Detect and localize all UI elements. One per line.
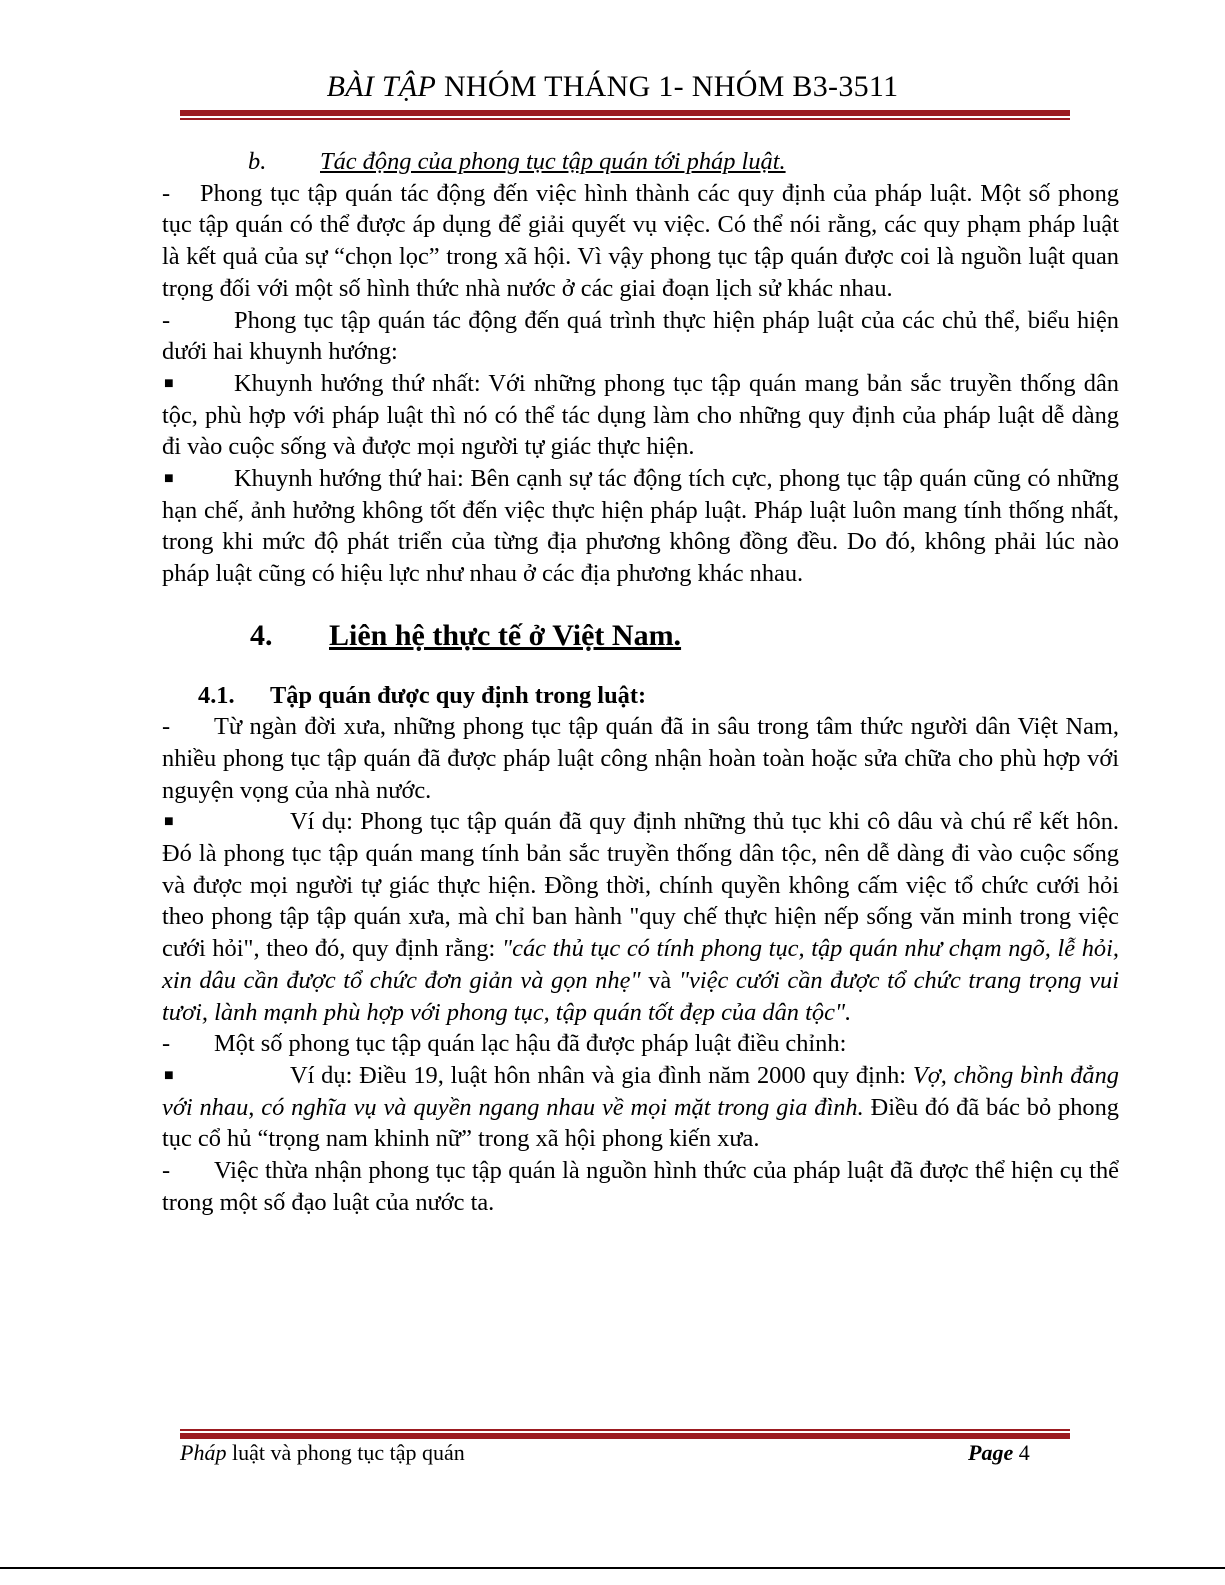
square-bullet-icon: ■ — [164, 374, 174, 392]
bullet-3 — [162, 806, 1119, 1028]
dash-marker: - — [162, 179, 171, 207]
bullet-4-text-a: Ví dụ: Điều 19, luật hôn nhân và gia đình năm 2000 quy định: — [290, 1061, 913, 1089]
bullet-3-text-b: và — [640, 966, 679, 994]
header-rule-thin — [180, 118, 1070, 120]
section-4-title: Liên hệ thực tế ở Việt Nam. — [329, 618, 682, 652]
paragraph-3 — [162, 711, 1119, 806]
bullet-1 — [162, 368, 1119, 463]
bullet-4-quote: Vợ, chồng bình đẳng với nhau, có nghĩa vụ và quyền ngang nhau về mọi mặt trong gia đình. — [162, 1061, 1119, 1121]
header-rule-thick — [180, 110, 1070, 116]
bullet-1-text: Khuynh hướng thứ nhất: Với những phong tục tập quán mang bản sắc truyền thống dân tộc, phù hợp với pháp luật thì nó có thể tác dụng làm cho những quy định của pháp luật dễ dàng đi vào cuộc sống và được mọi người tự giác thực hiện. — [162, 369, 1119, 461]
footer-rule-thin — [180, 1429, 1070, 1431]
footer-title-rest: luật và phong tục tập quán — [226, 1440, 465, 1465]
bullet-4-text-b: Điều đó đã bác bỏ phong tục cổ hủ “trọng nam khinh nữ” trong xã hội phong kiến xưa. — [162, 1093, 1120, 1153]
square-bullet-icon: ■ — [164, 470, 174, 488]
paragraph-2-text: Phong tục tập quán tác động đến quá trình thực hiện pháp luật của các chủ thể, biểu hiện dưới hai khuynh hướng: — [162, 306, 1119, 366]
header-title-rest: NHÓM THÁNG 1- NHÓM B3-3511 — [436, 70, 899, 103]
section-b-letter: b. — [248, 148, 267, 175]
section-4-heading — [162, 620, 1119, 652]
paragraph-4-text: Một số phong tục tập quán lạc hậu đã được pháp luật điều chỉnh: — [214, 1030, 847, 1058]
section-4-1-title: Tập quán được quy định trong luật: — [270, 681, 647, 709]
paragraph-1 — [162, 178, 1119, 305]
bullet-2 — [162, 463, 1119, 590]
dash-marker: - — [162, 1030, 171, 1058]
dash-marker: - — [162, 306, 171, 334]
section-b-heading — [162, 146, 1119, 178]
bullet-2-text: Khuynh hướng thứ hai: Bên cạnh sự tác động tích cực, phong tục tập quán cũng có những hạn chế, ảnh hưởng không tốt đến việc thực hiện pháp luật. Pháp luật luôn mang tính thống nhất, trong khi mức độ phát triển của từng địa phương không đồng đều. Do đó, không phải lúc nào pháp luật cũng có hiệu lực như nhau ở các địa phương khác nhau. — [162, 465, 1119, 588]
bullet-3-quote-1: "các thủ tục có tính phong tục, tập quán như chạm ngõ, lễ hỏi, xin dâu cần được tổ chức đơn giản và gọn nhẹ" — [162, 935, 1120, 994]
paragraph-5-text: Việc thừa nhận phong tục tập quán là nguồn hình thức của pháp luật đã được thể hiện cụ thể trong một số đạo luật của nước ta. — [162, 1157, 1119, 1216]
square-bullet-icon: ■ — [164, 1066, 174, 1084]
section-4-1-heading — [162, 680, 1119, 712]
footer-title — [180, 1440, 465, 1466]
bullet-3-quote-2: "việc cưới cần được tổ chức trang trọng vui tươi, lành mạnh phù hợp với phong tục, tập quán tốt đẹp của dân tộc". — [162, 966, 1120, 1026]
section-4-1-number: 4.1. — [198, 681, 235, 709]
paragraph-2 — [162, 305, 1119, 368]
square-bullet-icon: ■ — [164, 813, 174, 831]
paragraph-3-text: Từ ngàn đời xưa, những phong tục tập quán đã in sâu trong tâm thức người dân Việt Nam, nhiều phong tục tập quán đã được pháp luật công nhận hoàn toàn hoặc sửa chữa cho phù hợp với nguyện vọng của nhà nước. — [162, 713, 1119, 804]
paragraph-5 — [162, 1155, 1119, 1218]
footer-title-italic: Pháp — [180, 1440, 227, 1465]
page-bottom-edge — [0, 1567, 1225, 1569]
footer-page-label: Page — [968, 1440, 1014, 1465]
footer-rule-thick — [180, 1433, 1070, 1439]
footer-page-number — [968, 1440, 1030, 1466]
paragraph-4 — [162, 1028, 1119, 1060]
dash-marker: - — [162, 1157, 171, 1185]
page-body — [162, 146, 1119, 1219]
bullet-4 — [162, 1060, 1119, 1155]
header-title-italic: BÀI TẬP — [326, 70, 437, 103]
page-header-title — [0, 70, 1225, 104]
section-4-number: 4. — [250, 618, 273, 652]
bullet-3-text-a: Ví dụ: Phong tục tập quán đã quy định những thủ tục khi cô dâu và chú rể kết hôn. Đó là phong tục tập quán mang tính bản sắc truyền thống dân tộc, nên dễ dàng đi vào cuộc sống và được mọi người tự giác thực hiện. Đồng thời, chính quyền không cấm việc tổ chức cưới hỏi theo phong tập tập quán xưa, mà chỉ ban hành "quy chế thực hiện nếp sống văn minh trong việc cưới hỏi", theo đó, quy định rằng: — [162, 808, 1119, 963]
dash-marker: - — [162, 713, 171, 741]
footer-page-value: 4 — [1018, 1440, 1030, 1465]
paragraph-1-text: Phong tục tập quán tác động đến việc hình thành các quy định của pháp luật. Một số phong tục tập quán có thể được áp dụng để giải quyết vụ việc. Có thể nói rằng, các quy phạm pháp luật là kết quả của sự “chọn lọc” trong xã hội. Vì vậy phong tục tập quán được coi là nguồn luật quan trọng đối với một số hình thức nhà nước ở các giai đoạn lịch sử khác nhau. — [162, 179, 1119, 302]
section-b-title: Tác động của phong tục tập quán tới pháp luật. — [320, 148, 786, 175]
